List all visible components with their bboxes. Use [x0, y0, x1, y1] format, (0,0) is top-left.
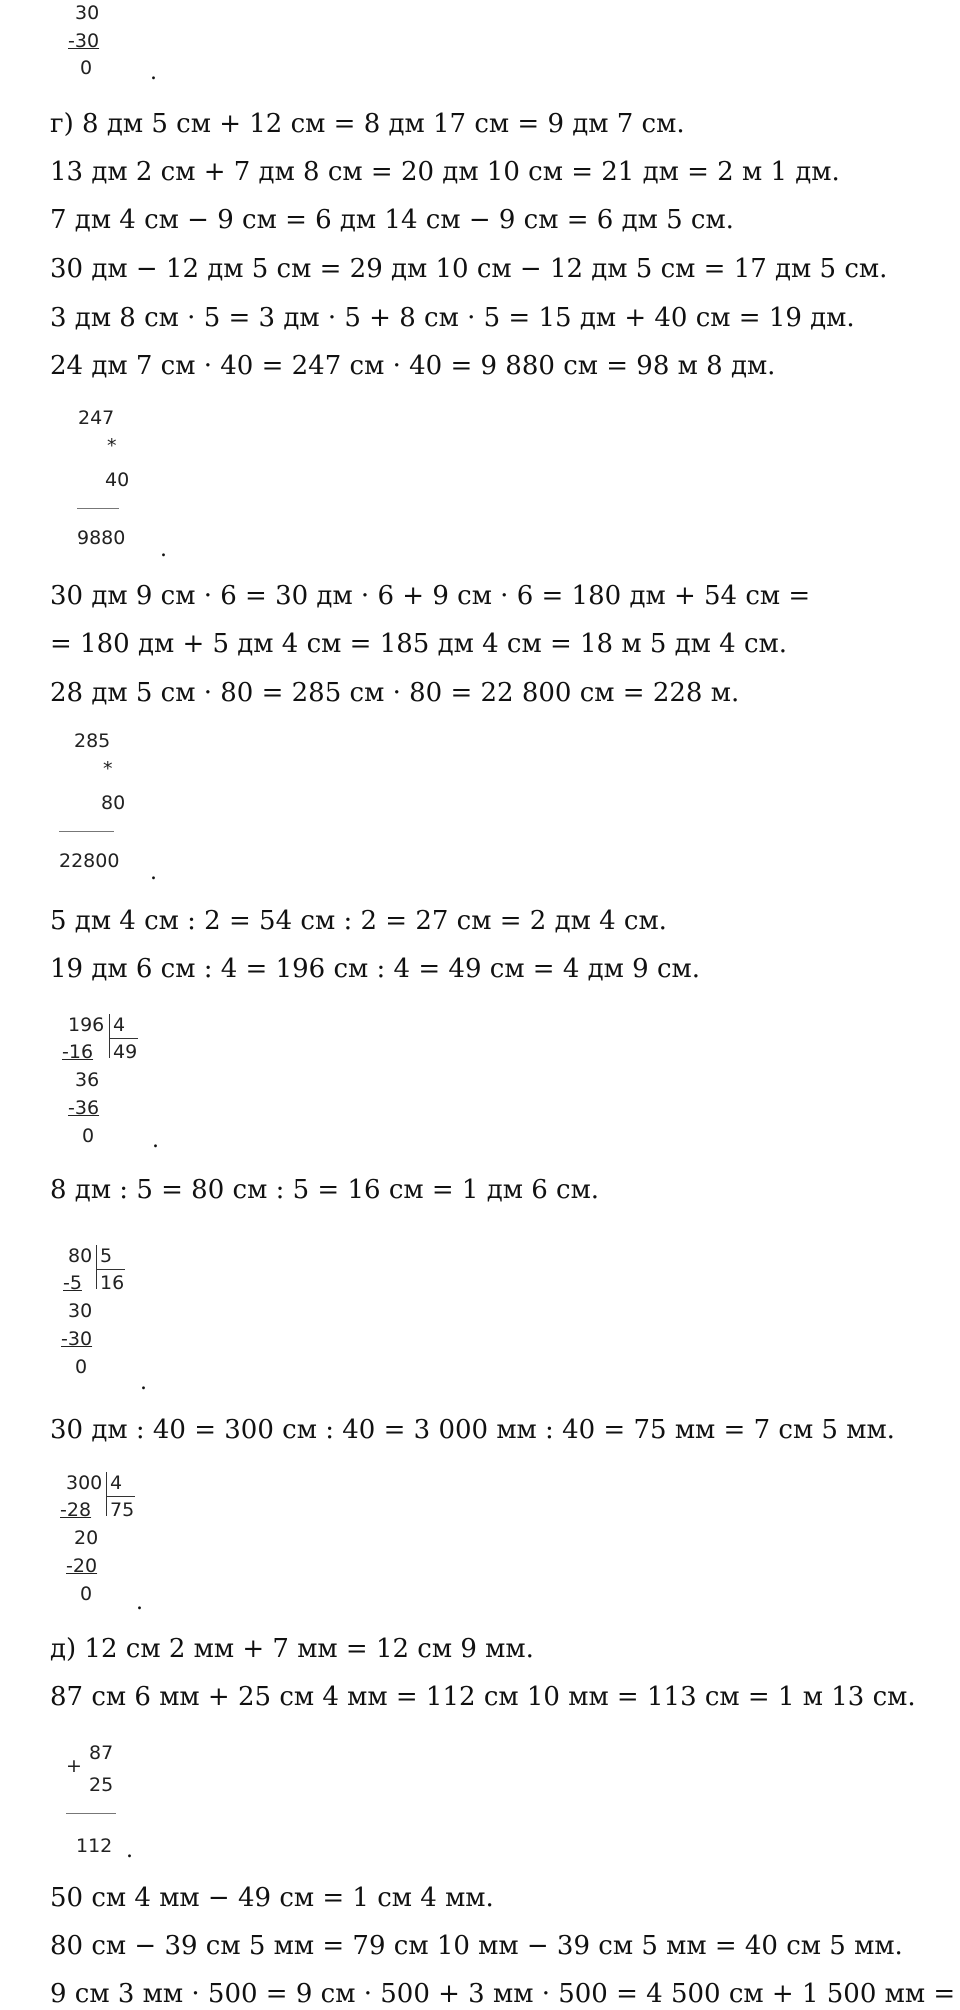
- divisor: 5: [100, 1245, 113, 1267]
- quotient-line: [110, 1038, 138, 1039]
- equation-line: 30 дм 9 см · 6 = 30 дм · 6 + 9 см · 6 = 180 дм + 54 см =: [50, 581, 811, 611]
- equation-line: = 180 дм + 5 дм 4 см = 185 дм 4 см = 18 м 5 дм 4 см.: [50, 629, 787, 659]
- remainder: 30: [68, 1300, 93, 1322]
- result-line: [59, 831, 114, 832]
- equation-line: 50 см 4 мм − 49 см = 1 см 4 мм.: [50, 1883, 494, 1913]
- equation-line: 24 дм 7 см · 40 = 247 см · 40 = 9 880 см = 98 м 8 дм.: [50, 351, 776, 381]
- result-line: [66, 1813, 116, 1814]
- division-row: 0: [80, 57, 93, 79]
- equation-line: г) 8 дм 5 см + 12 см = 8 дм 17 см = 9 дм 7 см.: [50, 109, 685, 139]
- division-row: -30: [68, 30, 100, 52]
- period: .: [152, 1128, 159, 1153]
- multiply-sign: *: [103, 758, 113, 780]
- subtrahend: -16: [62, 1041, 94, 1063]
- multiplicand: 247: [78, 407, 115, 429]
- equation-line: 3 дм 8 см · 5 = 3 дм · 5 + 8 см · 5 = 15 дм + 40 см = 19 дм.: [50, 303, 855, 333]
- period: .: [160, 537, 167, 562]
- subtrahend: -5: [63, 1272, 82, 1294]
- period: .: [150, 860, 157, 885]
- division-bar: [109, 1014, 110, 1058]
- dividend: 300: [66, 1472, 103, 1494]
- quotient: 49: [113, 1041, 138, 1063]
- equation-line: 19 дм 6 см : 4 = 196 см : 4 = 49 см = 4 дм 9 см.: [50, 954, 701, 984]
- equation-line: 13 дм 2 см + 7 дм 8 см = 20 дм 10 см = 21 дм = 2 м 1 дм.: [50, 157, 840, 187]
- product: 9880: [77, 527, 126, 549]
- remainder: 36: [75, 1069, 100, 1091]
- remainder: 20: [74, 1527, 99, 1549]
- period: .: [150, 60, 157, 85]
- equation-line: 7 дм 4 см − 9 см = 6 дм 14 см − 9 см = 6 дм 5 см.: [50, 205, 734, 235]
- multiplicand: 285: [74, 730, 111, 752]
- product: 22800: [59, 850, 120, 872]
- equation-line: 30 дм : 40 = 300 см : 40 = 3 000 мм : 40 = 75 мм = 7 см 5 мм.: [50, 1415, 895, 1445]
- quotient: 16: [100, 1272, 125, 1294]
- period: .: [126, 1838, 133, 1863]
- equation-line: 87 см 6 мм + 25 см 4 мм = 112 см 10 мм = 113 см = 1 м 13 см.: [50, 1682, 916, 1712]
- dividend: 80: [68, 1245, 93, 1267]
- quotient-line: [97, 1269, 125, 1270]
- multiply-sign: *: [107, 435, 117, 457]
- equation-line: 30 дм − 12 дм 5 см = 29 дм 10 см − 12 дм 5 см = 17 дм 5 см.: [50, 254, 888, 284]
- remainder: 0: [80, 1583, 93, 1605]
- addend: 87: [89, 1742, 114, 1764]
- quotient-line: [107, 1496, 135, 1497]
- period: .: [140, 1370, 147, 1395]
- equation-line: 8 дм : 5 = 80 см : 5 = 16 см = 1 дм 6 см.: [50, 1175, 600, 1205]
- result-line: [77, 508, 119, 509]
- divisor: 4: [110, 1472, 123, 1494]
- subtrahend: -36: [68, 1097, 100, 1119]
- subtrahend: -20: [66, 1555, 98, 1577]
- multiplier: 40: [105, 469, 130, 491]
- division-bar: [106, 1472, 107, 1516]
- divisor: 4: [113, 1014, 126, 1036]
- equation-line: 9 см 3 мм · 500 = 9 см · 500 + 3 мм · 500 = 4 500 см + 1 500 мм =: [50, 1979, 956, 2009]
- addend: 25: [89, 1774, 114, 1796]
- plus-sign: +: [66, 1755, 82, 1777]
- remainder: 0: [82, 1125, 95, 1147]
- equation-line: 28 дм 5 см · 80 = 285 см · 80 = 22 800 см = 228 м.: [50, 678, 740, 708]
- subtrahend: -28: [60, 1499, 92, 1521]
- division-row: 30: [75, 2, 100, 24]
- dividend: 196: [68, 1014, 105, 1036]
- quotient: 75: [110, 1499, 135, 1521]
- period: .: [136, 1590, 143, 1615]
- equation-line: 80 см − 39 см 5 мм = 79 см 10 мм − 39 см 5 мм = 40 см 5 мм.: [50, 1931, 903, 1961]
- division-bar: [96, 1245, 97, 1289]
- multiplier: 80: [101, 792, 126, 814]
- remainder: 0: [75, 1356, 88, 1378]
- subtrahend: -30: [61, 1328, 93, 1350]
- equation-line: 5 дм 4 см : 2 = 54 см : 2 = 27 см = 2 дм 4 см.: [50, 906, 667, 936]
- equation-line: д) 12 см 2 мм + 7 мм = 12 см 9 мм.: [50, 1634, 534, 1664]
- sum: 112: [76, 1835, 113, 1857]
